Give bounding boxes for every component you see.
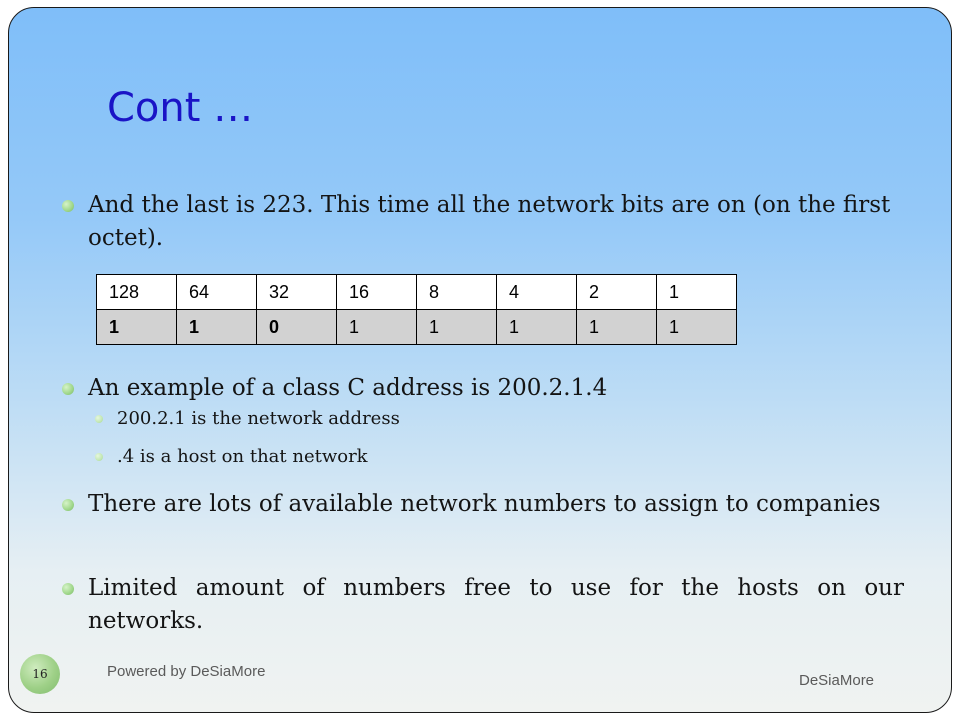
bullet-text: And the last is 223. This time all the network bits are on (on the first octet).: [88, 192, 891, 251]
bullet-item: [88, 488, 904, 521]
sub-bullet-item: [117, 407, 907, 431]
bullet-item: [88, 572, 904, 638]
table-cell: 64: [177, 275, 257, 310]
table-cell: 1: [497, 310, 577, 345]
table-cell: 1: [177, 310, 257, 345]
table-cell: 1: [337, 310, 417, 345]
footer-brand: DeSiaMore: [799, 672, 875, 689]
table-cell: 4: [497, 275, 577, 310]
sub-bullet-marker-icon: [95, 453, 103, 461]
bullet-marker-icon: [62, 383, 74, 395]
sub-bullet-text: 200.2.1 is the network address: [117, 408, 400, 429]
table-cell: 2: [577, 275, 657, 310]
bit-value-table: [96, 274, 737, 345]
slide-title: Cont …: [107, 85, 254, 131]
table-cell: 32: [257, 275, 337, 310]
bullet-text: An example of a class C address is 200.2.1.4: [88, 375, 608, 401]
table-cell: 1: [657, 275, 737, 310]
table-cell: 128: [97, 275, 177, 310]
sub-bullet-text: .4 is a host on that network: [117, 446, 368, 467]
table-cell: 1: [577, 310, 657, 345]
bullet-text: Limited amount of numbers free to use for the hosts on our networks.: [88, 575, 904, 634]
bullet-text: There are lots of available network numbers to assign to companies: [88, 491, 881, 517]
bullet-marker-icon: [62, 200, 74, 212]
bullet-item: [88, 189, 920, 255]
table-row-bits: [97, 310, 737, 345]
sub-bullet-item: [117, 445, 907, 469]
table-cell: 1: [97, 310, 177, 345]
sub-bullet-marker-icon: [95, 415, 103, 423]
table-cell: 0: [257, 310, 337, 345]
bullet-marker-icon: [62, 499, 74, 511]
slide: [8, 7, 952, 713]
bullet-item: [88, 372, 920, 405]
page-number-badge: 16: [20, 654, 60, 694]
footer-powered-by: Powered by DeSiaMore: [107, 663, 266, 680]
table-cell: 1: [657, 310, 737, 345]
table-row-place-values: [97, 275, 737, 310]
bullet-marker-icon: [62, 583, 74, 595]
slide-content: [9, 8, 951, 712]
table-cell: 16: [337, 275, 417, 310]
table-cell: 8: [417, 275, 497, 310]
table-cell: 1: [417, 310, 497, 345]
